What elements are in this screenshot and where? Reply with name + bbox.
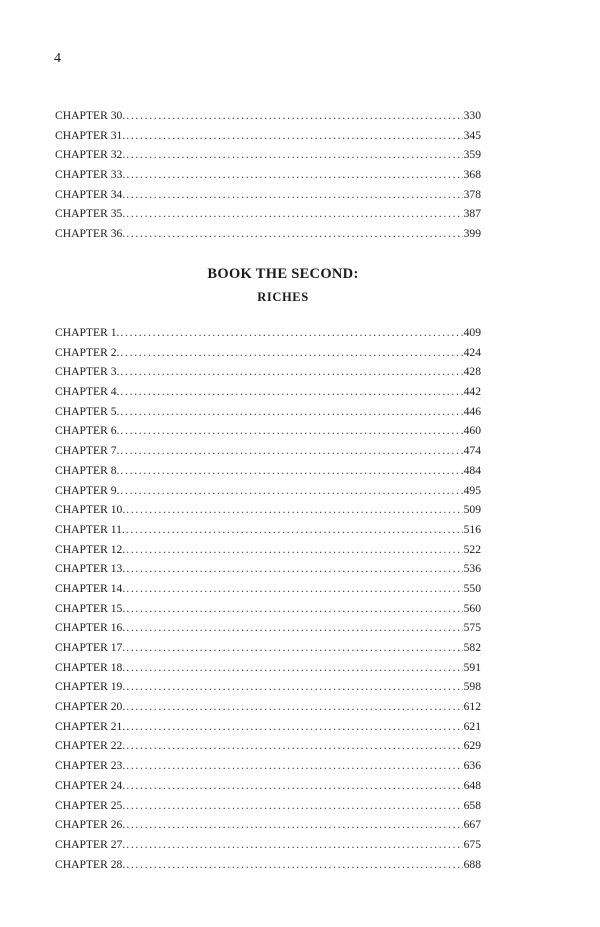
toc-leader-dots <box>125 106 462 126</box>
toc-page-number: 560 <box>463 601 481 615</box>
toc-page-number: 536 <box>463 562 481 576</box>
toc-chapter-title: CHAPTER 25. <box>55 798 126 812</box>
toc-chapter-title: CHAPTER 11. <box>55 522 125 536</box>
toc-chapter-title: CHAPTER 5. <box>55 404 120 418</box>
toc-chapter-title: CHAPTER 20. <box>55 700 126 714</box>
toc-page-number: 636 <box>463 759 481 773</box>
toc-leader-dots <box>125 599 462 619</box>
toc-leader-dots <box>125 185 462 205</box>
toc-book-two <box>55 323 481 874</box>
toc-page-number: 359 <box>463 148 481 162</box>
toc-leader-dots <box>119 421 462 441</box>
toc-leader-dots <box>119 323 462 343</box>
toc-page-number: 688 <box>463 857 481 871</box>
toc-chapter-title: CHAPTER 23. <box>55 759 126 773</box>
toc-page-number: 667 <box>463 818 481 832</box>
toc-page-number: 516 <box>463 522 481 536</box>
toc-entry[interactable] <box>55 697 481 717</box>
toc-entry[interactable] <box>55 500 481 520</box>
toc-chapter-title: CHAPTER 15. <box>55 601 126 615</box>
toc-chapter-title: CHAPTER 3. <box>55 365 120 379</box>
toc-entry[interactable] <box>55 323 481 343</box>
toc-leader-dots <box>119 362 462 382</box>
toc-chapter-title: CHAPTER 7. <box>55 444 120 458</box>
toc-entry[interactable] <box>55 855 481 875</box>
toc-page-number: 474 <box>463 444 481 458</box>
toc-entry[interactable] <box>55 618 481 638</box>
book-two-heading: BOOK THE SECOND: <box>207 266 359 282</box>
toc-page-number: 399 <box>463 227 481 241</box>
toc-chapter-title: CHAPTER 10. <box>55 503 126 517</box>
toc-chapter-title: CHAPTER 16. <box>55 621 126 635</box>
toc-leader-dots <box>125 756 462 776</box>
toc-entry[interactable] <box>55 559 481 579</box>
toc-entry[interactable] <box>55 796 481 816</box>
toc-entry[interactable] <box>55 677 481 697</box>
toc-leader-dots <box>125 776 462 796</box>
toc-page-number: 598 <box>463 680 481 694</box>
toc-entry[interactable] <box>55 756 481 776</box>
book-two-subheading: RICHES <box>257 290 309 304</box>
toc-entry[interactable] <box>55 579 481 599</box>
toc-chapter-title: CHAPTER 35. <box>55 207 126 221</box>
toc-entry[interactable] <box>55 441 481 461</box>
toc-entry[interactable] <box>55 402 481 422</box>
toc-book-one-tail <box>55 106 481 244</box>
toc-chapter-title: CHAPTER 13. <box>55 562 126 576</box>
toc-chapter-title: CHAPTER 24. <box>55 778 126 792</box>
toc-chapter-title: CHAPTER 27. <box>55 837 126 851</box>
toc-page-number: 495 <box>463 483 481 497</box>
toc-page-number: 409 <box>463 326 481 339</box>
toc-page-number: 368 <box>463 168 481 182</box>
toc-chapter-title: CHAPTER 28. <box>55 857 126 871</box>
toc-leader-dots <box>125 204 462 224</box>
toc-leader-dots <box>125 540 462 560</box>
toc-leader-dots <box>125 658 462 678</box>
toc-leader-dots <box>125 796 462 816</box>
toc-entry[interactable] <box>55 540 481 560</box>
toc-chapter-title: CHAPTER 12. <box>55 542 126 556</box>
toc-page-number: 522 <box>463 542 481 556</box>
toc-page-number: 387 <box>463 207 481 221</box>
toc-chapter-title: CHAPTER 19. <box>55 680 126 694</box>
toc-page-number: 378 <box>463 187 481 201</box>
toc-leader-dots <box>125 126 462 146</box>
toc-chapter-title: CHAPTER 6. <box>55 424 120 438</box>
toc-leader-dots <box>125 559 462 579</box>
toc-entry[interactable] <box>55 461 481 481</box>
toc-leader-dots <box>125 677 462 697</box>
toc-chapter-title: CHAPTER 26. <box>55 818 126 832</box>
toc-chapter-title: CHAPTER 14. <box>55 581 126 595</box>
toc-leader-dots <box>119 461 462 481</box>
toc-leader-dots <box>119 481 462 501</box>
toc-page-number: 484 <box>463 463 481 477</box>
toc-page-number: 446 <box>463 404 481 418</box>
toc-leader-dots <box>119 382 462 402</box>
toc-entry[interactable] <box>55 599 481 619</box>
toc-page-number: 424 <box>463 345 481 359</box>
toc-page-number: 428 <box>463 365 481 379</box>
toc-page-number: 550 <box>463 581 481 595</box>
toc-chapter-title: CHAPTER 2. <box>55 345 120 359</box>
toc-leader-dots <box>125 717 462 737</box>
toc-page-number: 509 <box>463 503 481 517</box>
toc-entry[interactable] <box>55 382 481 402</box>
toc-chapter-title: CHAPTER 18. <box>55 660 126 674</box>
toc-page-number: 648 <box>463 778 481 792</box>
toc-chapter-title: CHAPTER 17. <box>55 641 126 654</box>
toc-leader-dots <box>125 638 462 658</box>
toc-entry[interactable] <box>55 126 481 146</box>
toc-entry[interactable] <box>55 835 481 855</box>
toc-leader-dots <box>125 224 462 244</box>
toc-leader-dots <box>125 520 463 540</box>
toc-entry[interactable] <box>55 717 481 737</box>
toc-leader-dots <box>125 835 462 855</box>
toc-chapter-title: CHAPTER 30. <box>55 109 126 122</box>
toc-entry[interactable] <box>55 776 481 796</box>
toc-page-number: 442 <box>463 385 481 399</box>
toc-leader-dots <box>125 736 462 756</box>
toc-page-number: 575 <box>463 621 481 635</box>
toc-chapter-title: CHAPTER 9. <box>55 483 120 497</box>
toc-leader-dots <box>125 145 462 165</box>
toc-entry[interactable] <box>55 185 481 205</box>
toc-leader-dots <box>125 165 462 185</box>
toc-leader-dots <box>119 402 462 422</box>
toc-page-number: 658 <box>463 798 481 812</box>
toc-leader-dots <box>125 697 462 717</box>
toc-leader-dots <box>125 815 462 835</box>
toc-page-number: 582 <box>463 641 481 654</box>
toc-chapter-title: CHAPTER 32. <box>55 148 126 162</box>
toc-entry[interactable] <box>55 106 481 126</box>
toc-chapter-title: CHAPTER 8. <box>55 463 120 477</box>
toc-chapter-title: CHAPTER 34. <box>55 187 126 201</box>
toc-chapter-title: CHAPTER 1. <box>55 326 120 339</box>
toc-entry[interactable] <box>55 165 481 185</box>
toc-page-number: 621 <box>463 719 481 733</box>
toc-leader-dots <box>125 500 462 520</box>
page-number: 4 <box>54 51 61 66</box>
toc-entry[interactable] <box>55 520 481 540</box>
toc-entry[interactable] <box>55 145 481 165</box>
toc-chapter-title: CHAPTER 33. <box>55 168 126 182</box>
toc-entry[interactable] <box>55 224 481 244</box>
toc-entry[interactable] <box>55 343 481 363</box>
toc-entry[interactable] <box>55 658 481 678</box>
toc-leader-dots <box>119 441 462 461</box>
toc-chapter-title: CHAPTER 22. <box>55 739 126 753</box>
toc-page-number: 330 <box>463 109 481 122</box>
toc-entry[interactable] <box>55 815 481 835</box>
toc-page-number: 675 <box>463 837 481 851</box>
toc-chapter-title: CHAPTER 4. <box>55 385 120 399</box>
toc-entry[interactable] <box>55 481 481 501</box>
toc-page-number: 345 <box>463 128 481 142</box>
toc-entry[interactable] <box>55 421 481 441</box>
toc-chapter-title: CHAPTER 21. <box>55 719 126 733</box>
toc-leader-dots <box>125 618 462 638</box>
toc-leader-dots <box>119 343 462 363</box>
toc-entry[interactable] <box>55 638 481 658</box>
toc-entry[interactable] <box>55 204 481 224</box>
toc-page-number: 612 <box>463 700 481 714</box>
toc-leader-dots <box>125 579 462 599</box>
toc-page-number: 591 <box>463 660 481 674</box>
toc-page-number: 460 <box>463 424 481 438</box>
toc-chapter-title: CHAPTER 36. <box>55 227 126 241</box>
toc-leader-dots <box>125 855 462 875</box>
toc-entry[interactable] <box>55 736 481 756</box>
toc-page-number: 629 <box>463 739 481 753</box>
toc-entry[interactable] <box>55 362 481 382</box>
toc-chapter-title: CHAPTER 31. <box>55 128 126 142</box>
